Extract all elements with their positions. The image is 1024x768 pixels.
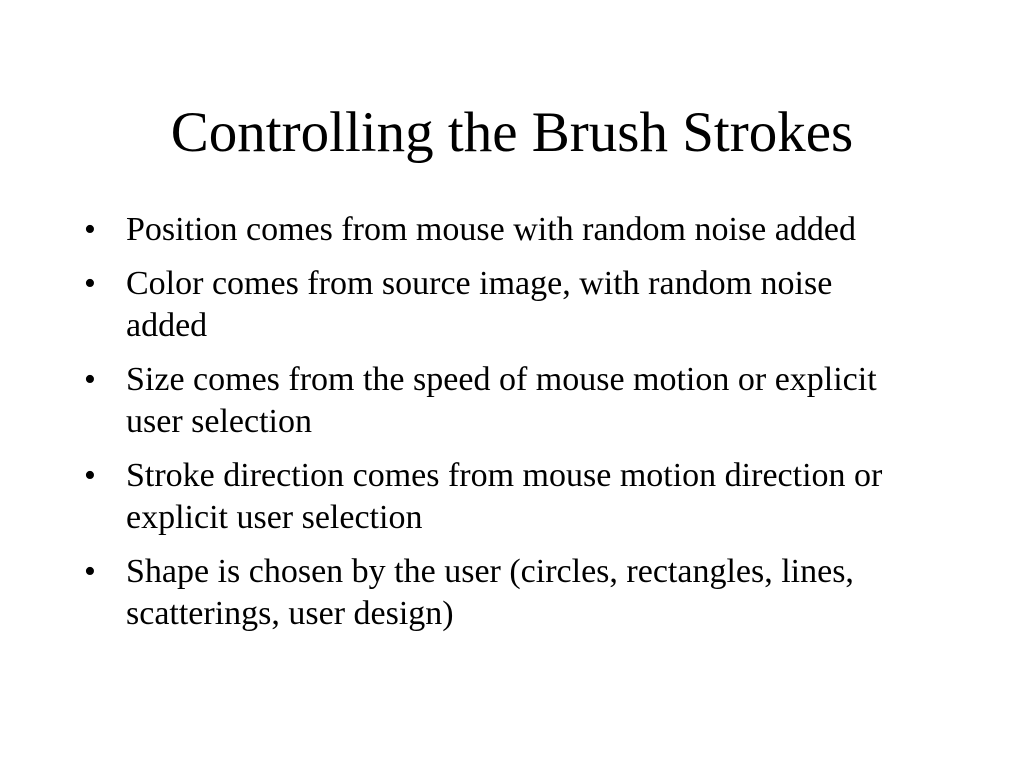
bullet-item xyxy=(84,359,904,443)
bullet-item xyxy=(84,455,904,539)
bullet-icon: • xyxy=(84,265,96,302)
bullet-list xyxy=(84,209,904,647)
bullet-text: Color comes from source image, with random noise added xyxy=(126,265,833,344)
bullet-text: Position comes from mouse with random noise added xyxy=(126,211,856,248)
bullet-icon: • xyxy=(84,211,96,248)
bullet-icon: • xyxy=(84,553,96,590)
bullet-text: Stroke direction comes from mouse motion direction or explicit user selection xyxy=(126,457,883,536)
bullet-item xyxy=(84,209,904,251)
slide-title: Controlling the Brush Strokes xyxy=(170,101,854,164)
bullet-text: Size comes from the speed of mouse motion or explicit user selection xyxy=(126,361,877,440)
bullet-icon: • xyxy=(84,361,96,398)
bullet-text: Shape is chosen by the user (circles, rectangles, lines, scatterings, user design) xyxy=(126,553,854,632)
bullet-icon: • xyxy=(84,457,96,494)
bullet-item xyxy=(84,551,904,635)
bullet-item xyxy=(84,263,904,347)
